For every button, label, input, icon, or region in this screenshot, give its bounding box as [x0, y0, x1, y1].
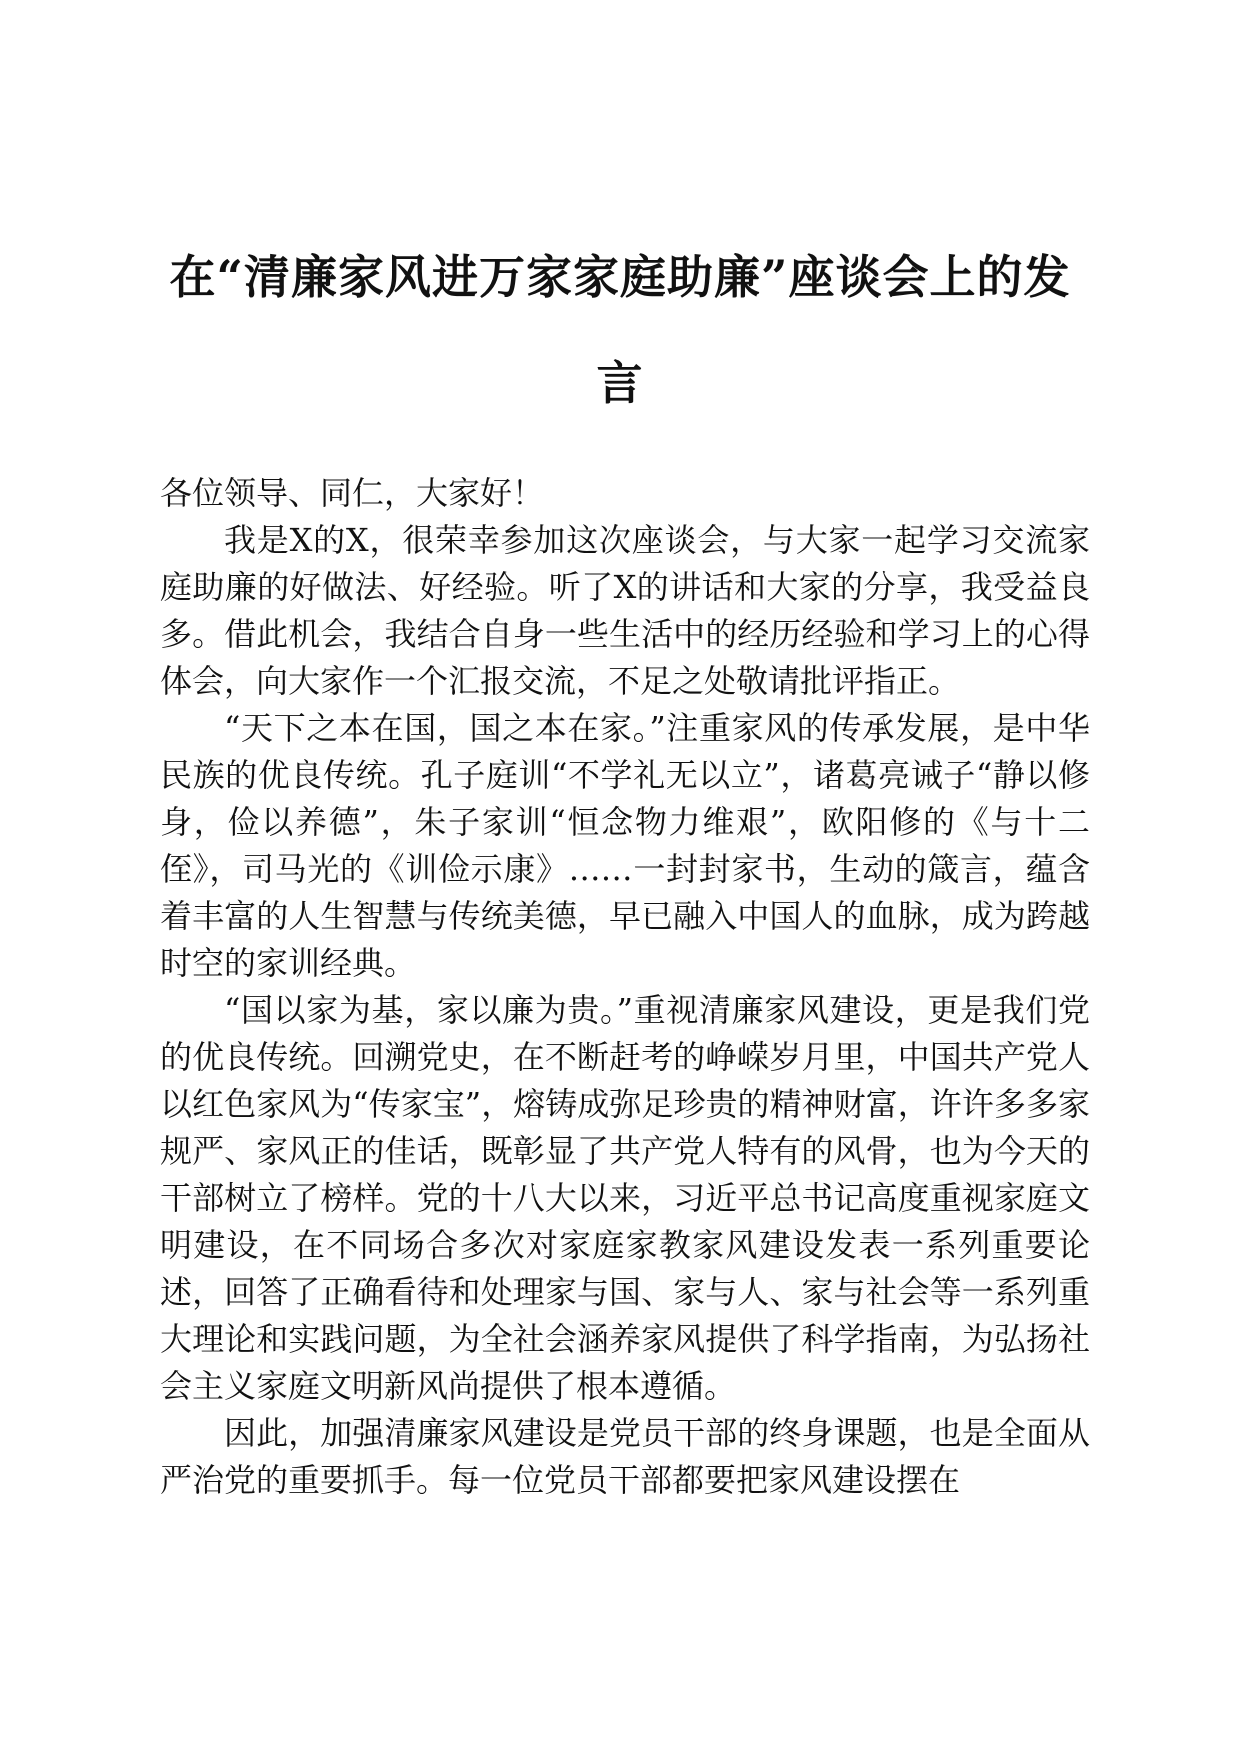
salutation: 各位领导、同仁，大家好！: [160, 474, 545, 512]
paragraph-party-tradition: “国以家为基，家以廉为贵。”重视清廉家风建设，更是我们党的优良传统。回溯党史，在不断赶考的峥嵘岁月里，中国共产党人以红色家风为“传家宝”，熔铸成弥足珍贵的精神财富，许许多多家规严、家风正的佳话，既彰显了共产党人特有的风骨，也为今天的干部树立了榜样。党的十八大以来，习近平总书记高度重视家庭文明建设，在不同场合多次对家庭家教家风建设发表一系列重要论述，回答了正确看待和处理家与国、家与人、家与社会等一系列重大理论和实践问题，为全社会涵养家风提供了科学指南，为弘扬社会主义家庭文明新风尚提供了根本遵循。: [160, 991, 1090, 1405]
paragraph-family-tradition: “天下之本在国，国之本在家。”注重家风的传承发展，是中华民族的优良传统。孔子庭训“不学礼无以立”，诸葛亮诫子“静以修身，俭以养德”，朱子家训“恒念物力维艰”，欧阳修的《与十二侄》，司马光的《训俭示康》……一封封家书，生动的箴言，蕴含着丰富的人生智慧与传统美德，早已融入中国人的血脉，成为跨越时空的家训经典。: [160, 709, 1090, 982]
document-body: [160, 470, 1090, 1504]
paragraph-introduction: 我是X的X，很荣幸参加这次座谈会，与大家一起学习交流家庭助廉的好做法、好经验。听了X的讲话和大家的分享，我受益良多。借此机会，我结合自身一些生活中的经历经验和学习上的心得体会，向大家作一个汇报交流，不足之处敬请批评指正。: [160, 521, 1090, 700]
document-title: 在“清廉家风进万家家庭助廉”座谈会上的发言: [169, 250, 1071, 410]
paragraph-conclusion: 因此，加强清廉家风建设是党员干部的终身课题，也是全面从严治党的重要抓手。每一位党员干部都要把家风建设摆在: [160, 1414, 1090, 1499]
